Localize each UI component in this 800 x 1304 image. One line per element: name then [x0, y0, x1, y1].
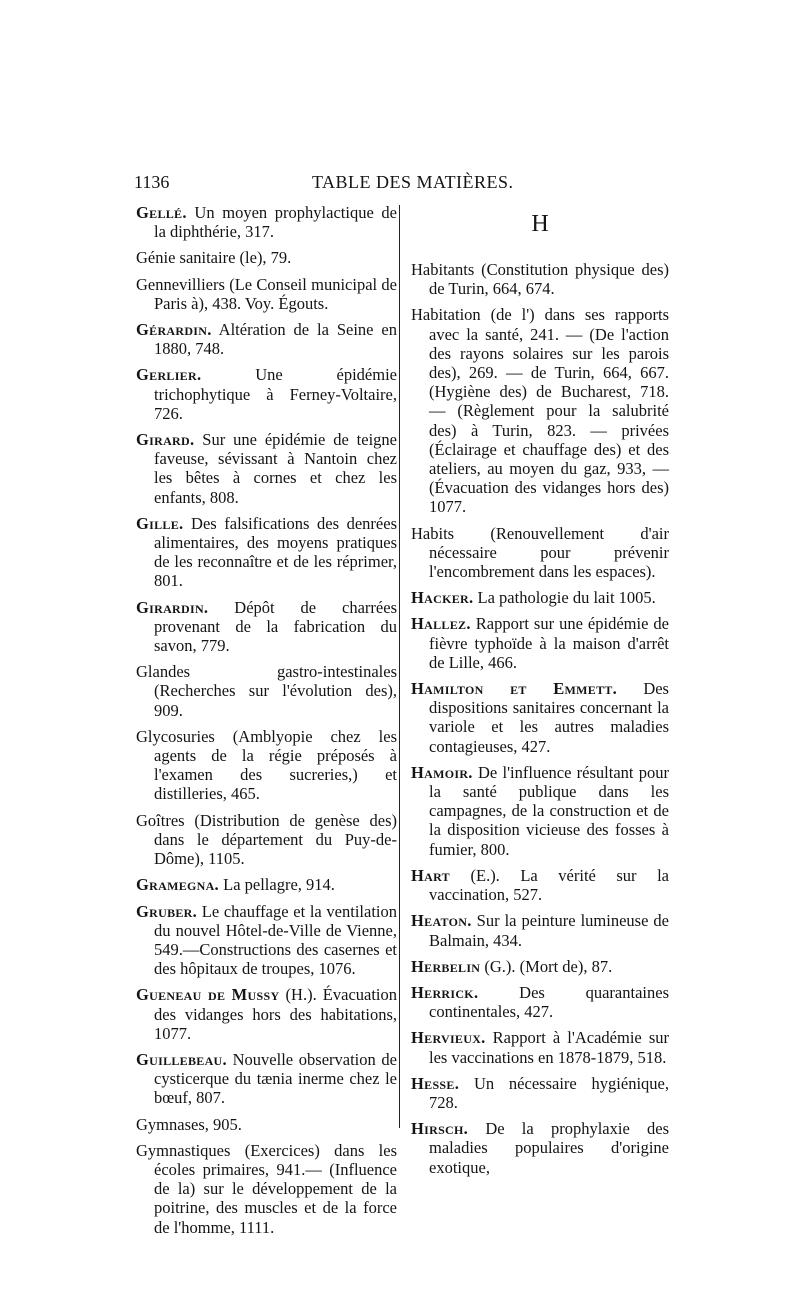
index-entry [136, 1141, 397, 1237]
index-entry [136, 320, 397, 358]
entry-text: La pellagre, 914. [219, 875, 335, 895]
entry-text: (G.). (Mort de), 87. [480, 956, 613, 976]
entry-author: Gueneau de Mussy [136, 985, 280, 1005]
index-entry [411, 614, 669, 672]
entry-text: Des quarantaines continentales, 427. [429, 982, 669, 1022]
page-number: 1136 [134, 172, 170, 192]
index-entry [411, 588, 669, 607]
running-head: TABLE DES MATIÈRES. [312, 172, 514, 192]
entry-text: Sur une épidémie de teigne faveuse, sévissant à Nantoin chez les bêtes à cornes et chez les enfants, 808. [154, 430, 397, 507]
entry-author: Guillebeau. [136, 1049, 227, 1069]
index-entry [411, 957, 669, 976]
entry-text: Dépôt de charrées provenant de la fabrication du savon, 779. [154, 597, 397, 656]
index-entry [136, 902, 397, 979]
entry-author: Herbelin [411, 956, 481, 976]
index-entry [411, 983, 669, 1021]
entry-author: Gerlier. [136, 365, 202, 385]
index-entry [136, 203, 397, 241]
entry-author: Hamoir. [411, 762, 473, 782]
entry-text: Une épidémie trichophytique à Ferney-Voltaire, 726. [154, 365, 397, 423]
entry-text: Nouvelle observation de cysticerque du tænia inerme chez le bœuf, 807. [154, 1049, 397, 1108]
index-entry [411, 679, 669, 756]
entry-author: Gellé. [136, 203, 187, 222]
entry-text: Gymnases, 905. [136, 1114, 242, 1134]
right-column [411, 212, 669, 1184]
entry-text: Altération de la Seine en 1880, 748. [154, 320, 397, 359]
entry-text: Un moyen prophylactique de la diphthérie, 317. [154, 203, 397, 242]
entry-author: Gruber. [136, 901, 198, 921]
entry-text: Habitation (de l') dans ses rapports avec la santé, 241. — (De l'action des rayons solaires sur les parois des), 269. — de Turin, 664, 667. (Hygiène des) de Bucharest, 718. — (Règlement pour la salubrité des) à Turin, 823. — privées (Éclairage et chauffage des) et des ateliers, au moyen du gaz, 933, — (Évacuation des vidanges hors des) 1077. [411, 305, 669, 517]
index-entry [136, 1050, 397, 1108]
index-entry [411, 305, 669, 516]
entry-author: Girardin. [136, 597, 209, 617]
entry-text: Des falsifications des denrées alimentaires, des moyens pratiques de les reconnaître et de les réprimer, 801. [154, 513, 397, 591]
index-entry [136, 365, 397, 423]
entry-text: Des dispositions sanitaires concernant la variole et les autres maladies contagieuses, 427. [429, 679, 669, 756]
index-entry [411, 911, 669, 949]
entry-author: Gille. [136, 513, 184, 533]
entry-text: Glycosuries (Amblyopie chez les agents de la régie préposés à l'examen des sucreries,) et distilleries, 465. [136, 726, 397, 804]
index-entry [136, 662, 397, 720]
index-entry [136, 248, 397, 267]
index-entry [136, 514, 397, 591]
entry-text: De la prophylaxie des maladies populaires d'origine exotique, [429, 1119, 669, 1177]
entry-author: Hacker. [411, 588, 474, 608]
entry-author: Gramegna. [136, 875, 219, 895]
entry-author: Girard. [136, 430, 195, 450]
entry-text: Le chauffage et la ventilation du nouvel Hôtel-de-Ville de Vienne, 549.—Constructions des casernes et des hôpitaux de troupes, 1076. [154, 901, 397, 979]
entry-text: Un nécessaire hygiénique, 728. [429, 1073, 669, 1112]
index-entry [411, 866, 669, 904]
entry-author: Hesse. [411, 1073, 460, 1093]
index-entry [136, 598, 397, 656]
index-entry [136, 1115, 397, 1134]
index-entry [136, 430, 397, 507]
index-entry [136, 875, 397, 894]
column-divider [399, 205, 400, 1128]
index-entry [411, 1119, 669, 1177]
index-entry [411, 763, 669, 859]
left-column [136, 203, 397, 1244]
entry-text: Génie sanitaire (le), 79. [136, 248, 292, 268]
entry-author: Hervieux. [411, 1028, 486, 1048]
index-entry [411, 524, 669, 582]
index-entry [411, 260, 669, 298]
entry-text: Sur la peinture lumineuse de Balmain, 434. [429, 911, 669, 950]
entry-author: Hirsch. [411, 1119, 469, 1139]
entry-text: De l'influence résultant pour la santé publique dans les campagnes, de la construction et de la disposition vicieuse des fosses à fumier, 800. [429, 762, 669, 859]
entry-text: Gennevilliers (Le Conseil municipal de Paris à), 438. Voy. Égouts. [136, 274, 397, 313]
entry-text: La pathologie du lait 1005. [473, 588, 656, 608]
entry-text: Glandes gastro-intestinales (Recherches sur l'évolution des), 909. [136, 662, 397, 720]
entry-text: Rapport à l'Académie sur les vaccinations en 1878-1879, 518. [429, 1028, 669, 1067]
entry-author: Heaton. [411, 911, 472, 931]
entry-text: Goîtres (Distribution de genèse des) dans le département du Puy-de-Dôme), 1105. [136, 810, 397, 869]
index-entry [411, 1074, 669, 1112]
index-entry [136, 811, 397, 869]
index-entry [136, 985, 397, 1043]
entry-author: Hamilton et Emmett. [411, 679, 618, 699]
index-entry [411, 1028, 669, 1066]
entry-author: Hallez. [411, 614, 471, 634]
letter-heading: H [531, 211, 549, 237]
entry-author: Gérardin. [136, 320, 212, 340]
entry-text: Habits (Renouvellement d'air nécessaire pour prévenir l'encombrement dans les espaces). [411, 523, 669, 582]
entry-text: Rapport sur une épidémie de fièvre typhoïde à la maison d'arrêt de Lille, 466. [429, 614, 669, 672]
entry-author: Herrick. [411, 982, 479, 1002]
entry-text: (H.). Évacuation des vidanges hors des habitations, 1077. [154, 985, 398, 1043]
entry-author: Hart [411, 865, 450, 885]
entry-text: Habitants (Constitution physique des) de Turin, 664, 674. [411, 260, 669, 299]
index-entry [136, 275, 397, 313]
index-entry [136, 727, 397, 804]
entry-text: (E.). La vérité sur la vaccination, 527. [429, 865, 669, 905]
entry-text: Gymnastiques (Exercices) dans les écoles primaires, 941.— (Influence de la) sur le développement de la poitrine, des muscles et de la force de l'homme, 1111. [136, 1140, 397, 1237]
